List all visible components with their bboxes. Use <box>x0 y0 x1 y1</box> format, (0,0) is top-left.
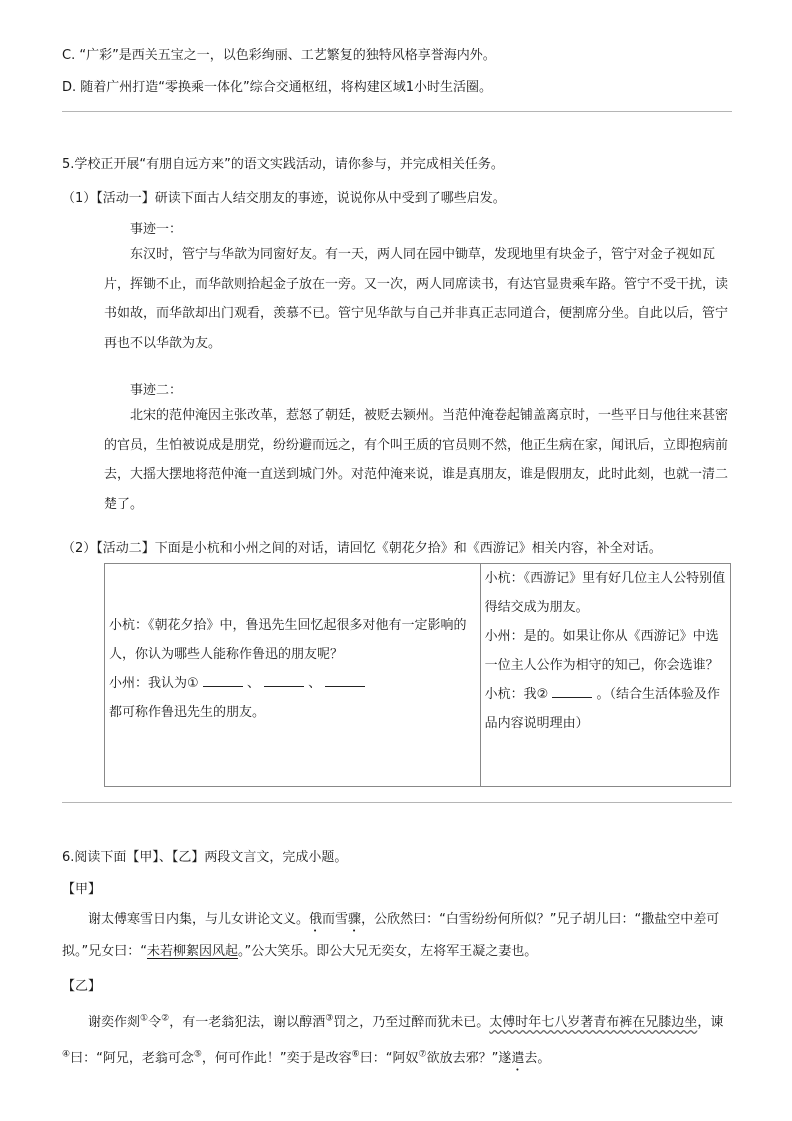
right-response-prefix: 小杭：我② <box>484 687 549 702</box>
separator: 、 <box>308 676 322 691</box>
story2-title: 事迹二： <box>130 383 183 398</box>
story2-text: 北宋的范仲淹因主张改革，惹怒了朝廷，被贬去颍州。当范仲淹卷起铺盖离京时，一些平日与他往来甚密的官员，生怕被说成是朋党，纷纷避而远之，有个叫王质的官员则不然，他正生病在家，闻讯后，立即抱病前去，大摇大摆地将范仲淹一直送到城门外。对范仲淹来说，谁是真朋友，谁是假朋友，此时此刻，也就一清二楚了。 <box>104 408 729 512</box>
yi-text: 谢奕作剡①令②，有一老翁犯法，谢以醇酒③罚之，乃至过醉而犹未已。太傅时年七八岁著青布裤在兄膝边坐，谏④曰：“阿兄，老翁可念⑤，何可作此！”奕于是改容⑥曰：“阿奴⑦欲放去邪？”遂遣去。 <box>62 1013 724 1066</box>
separator: 、 <box>246 676 260 691</box>
q5-stem: 5.学校正开展“有朋自远方来”的语文实践活动，请你参与，并完成相关任务。 <box>62 157 504 172</box>
q6-stem: 6.阅读下面【甲】、【乙】两段文言文，完成小题。 <box>62 850 348 865</box>
story1-text: 东汉时，管宁与华歆为同窗好友。有一天，两人同在园中锄草，发现地里有块金子，管宁对金子视如瓦片，挥锄不止，而华歆则拾起金子放在一旁。又一次，两人同席读书，有达官显贵乘车路。管宁不受干扰，读书如故，而华歆却出门观看，羡慕不已。管宁见华歆与自己并非真正志同道合，便割席分坐。自此以后，管宁再也不以华歆为友。 <box>104 247 729 351</box>
right-answer: 小州：是的。如果让你从《西游记》中选一位主人公作为相守的知己，你会选谁？ <box>484 629 719 673</box>
answer-blank-2[interactable] <box>552 683 592 698</box>
jia-label: 【甲】 <box>62 882 102 897</box>
left-answer-suffix: 都可称作鲁迅先生的朋友。 <box>109 705 266 720</box>
divider <box>62 111 732 112</box>
dialog-left-cell <box>105 564 481 787</box>
option-d: D. 随着广州打造“零换乘一体化”综合交通枢纽，将构建区域1小时生活圈。 <box>62 80 493 95</box>
right-response <box>485 680 726 738</box>
jia-text: 谢太傅寒雪日内集，与儿女讲论文义。俄而雪骤，公欣然曰：“白雪纷纷何所似？”兄子胡儿曰：“撒盐空中差可拟。”兄女曰：“未若柳絮因风起。”公大笑乐。即公大兄无奕女，左将军王凝之妻也。 <box>62 912 720 959</box>
answer-blank-1c[interactable] <box>325 672 365 687</box>
left-question: 小杭：《朝花夕拾》中，鲁迅先生回忆起很多对他有一定影响的人，你认为哪些人能称作鲁迅的朋友呢？ <box>109 618 467 662</box>
q5-activity2: （2）【活动二】下面是小杭和小州之间的对话，请回忆《朝花夕拾》和《西游记》相关内容，补全对话。 <box>62 541 662 556</box>
dialog-table <box>104 563 731 787</box>
right-question: 小杭：《西游记》里有好几位主人公特别值得结交成为朋友。 <box>484 571 726 615</box>
yi-label: 【乙】 <box>62 979 102 994</box>
answer-blank-1a[interactable] <box>203 672 243 687</box>
story1-title: 事迹一： <box>130 222 183 237</box>
divider <box>62 802 732 803</box>
option-c: C. “广彩”是西关五宝之一，以色彩绚丽、工艺繁复的独特风格享誉海内外。 <box>62 48 496 63</box>
dialog-right-cell <box>480 564 730 787</box>
right-response-suffix: 。（结合生活体验及作品内容说明理由） <box>484 687 721 731</box>
left-answer-prefix: 小州：我认为① <box>109 676 199 691</box>
answer-blank-1b[interactable] <box>264 672 304 687</box>
q5-activity1: （1）【活动一】研读下面古人结交朋友的事迹，说说你从中受到了哪些启发。 <box>62 191 506 206</box>
left-answer <box>109 669 476 698</box>
